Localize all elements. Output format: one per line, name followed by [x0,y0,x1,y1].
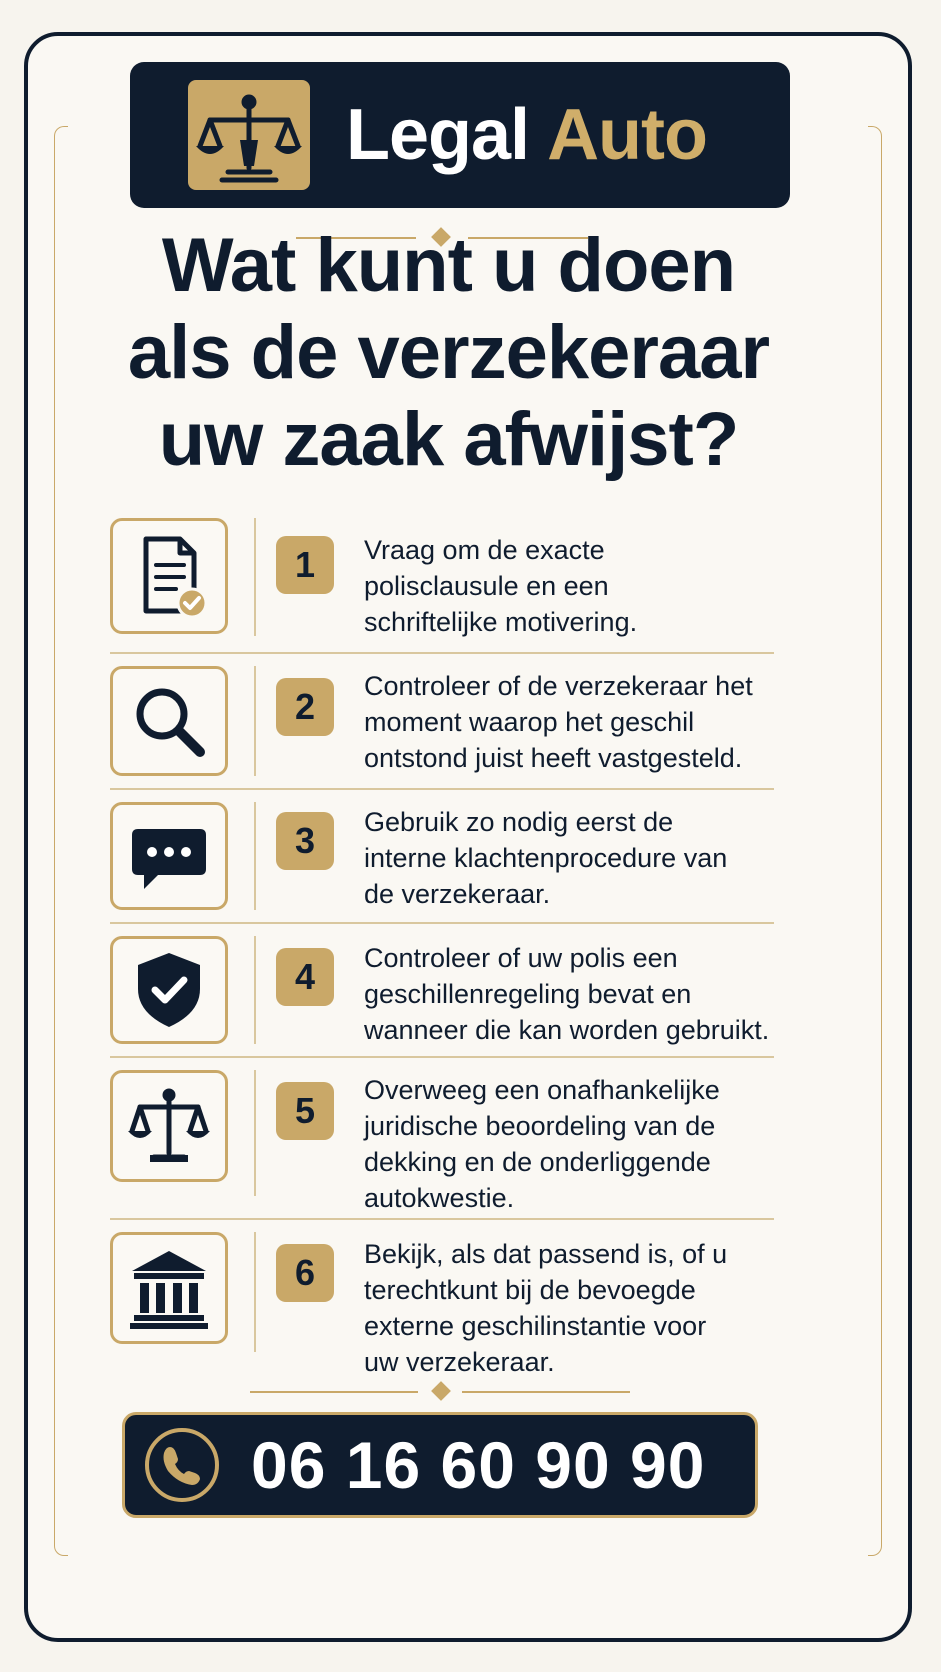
step-number: 4 [276,948,334,1006]
scales-of-justice-icon [188,80,310,190]
step-separator [110,652,774,654]
bottom-divider [0,1382,941,1402]
step-number: 6 [276,1244,334,1302]
courthouse-icon [110,1232,228,1344]
step-number: 3 [276,812,334,870]
brand-name-primary: Legal [346,95,530,175]
step-number: 5 [276,1082,334,1140]
step-separator [110,1056,774,1058]
step-number: 1 [276,536,334,594]
page-title [0,222,919,483]
step-text: Controleer of uw polis een geschillenregeling bevat en wanneer die kan worden gebruikt. [364,943,770,1045]
title-line-3: uw zaak afwijst? [158,397,739,482]
step-separator [110,1218,774,1220]
title-line-2: als de verzekeraar [127,310,770,395]
step-separator [110,922,774,924]
chat-bubble-icon [110,802,228,910]
brand-name-accent: Auto [547,95,707,175]
shield-check-icon [110,936,228,1044]
brand-name [346,62,707,208]
document-check-icon [110,518,228,634]
phone-contact-bar[interactable] [122,1412,758,1518]
title-line-1: Wat kunt u doen [161,223,736,308]
phone-number[interactable]: 06 16 60 90 90 [251,1428,706,1502]
step-text: Controleer of de verzekeraar het moment waarop het geschil ontstond juist heeft vastgesteld. [364,671,753,773]
magnifier-icon [110,666,228,776]
scales-icon [110,1070,228,1182]
step-text: Vraag om de exacte polisclausule en een schriftelijke motivering. [364,535,638,637]
step-text: Gebruik zo nodig eerst de interne klachtenprocedure van de verzekeraar. [364,807,728,909]
step-number: 2 [276,678,334,736]
step-separator [110,788,774,790]
brand-header [130,62,790,208]
phone-icon [145,1428,219,1502]
step-text: Bekijk, als dat passend is, of u terechtkunt bij de bevoegde externe geschilinstantie voor uw verzekeraar. [364,1239,728,1377]
step-text: Overweeg een onafhankelijke juridische beoordeling van de dekking en de onderliggende autokwestie. [364,1075,720,1213]
